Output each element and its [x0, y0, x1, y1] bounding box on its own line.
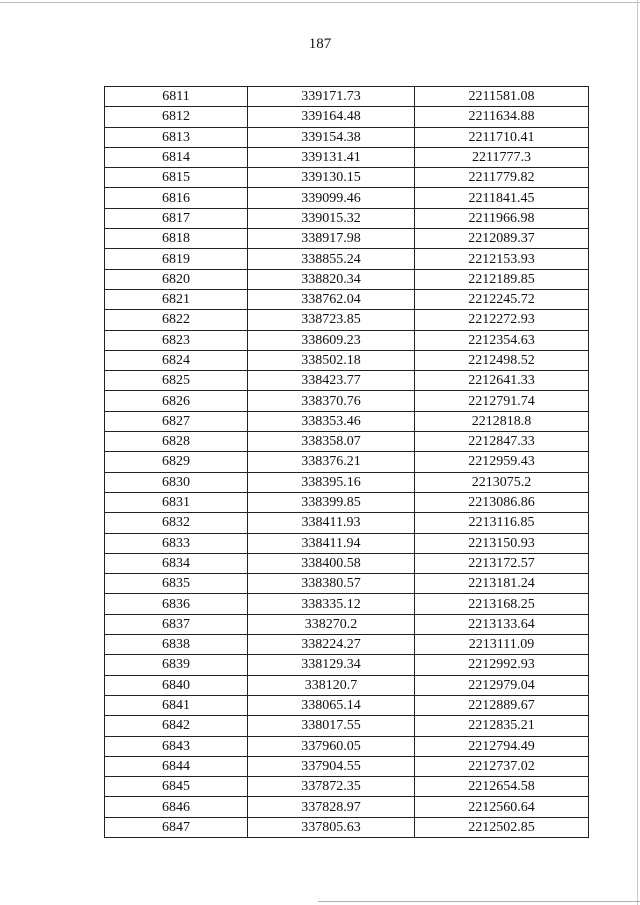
page-edge-bottom: [318, 901, 640, 902]
y-coordinate-cell: 2211779.82: [415, 168, 589, 188]
table-row: [105, 249, 589, 269]
y-coordinate-cell: 2212502.85: [415, 817, 589, 837]
x-coordinate-cell: 338380.57: [248, 574, 415, 594]
x-coordinate-cell: 339099.46: [248, 188, 415, 208]
table-row: [105, 574, 589, 594]
point-number-cell: 6829: [105, 452, 248, 472]
table-row: [105, 675, 589, 695]
x-coordinate-cell: 338399.85: [248, 492, 415, 512]
point-number-cell: 6825: [105, 371, 248, 391]
x-coordinate-cell: 337828.97: [248, 797, 415, 817]
table-row: [105, 147, 589, 167]
table-row: [105, 594, 589, 614]
table-row: [105, 756, 589, 776]
page-edge-top: [0, 2, 640, 3]
point-number-cell: 6826: [105, 391, 248, 411]
y-coordinate-cell: 2212245.72: [415, 289, 589, 309]
y-coordinate-cell: 2213150.93: [415, 533, 589, 553]
coordinates-table-body: [105, 87, 589, 838]
point-number-cell: 6818: [105, 229, 248, 249]
table-row: [105, 716, 589, 736]
y-coordinate-cell: 2211581.08: [415, 87, 589, 107]
table-row: [105, 432, 589, 452]
point-number-cell: 6847: [105, 817, 248, 837]
point-number-cell: 6813: [105, 127, 248, 147]
point-number-cell: 6841: [105, 695, 248, 715]
y-coordinate-cell: 2211966.98: [415, 208, 589, 228]
table-row: [105, 269, 589, 289]
y-coordinate-cell: 2213168.25: [415, 594, 589, 614]
x-coordinate-cell: 338423.77: [248, 371, 415, 391]
table-row: [105, 229, 589, 249]
y-coordinate-cell: 2212153.93: [415, 249, 589, 269]
point-number-cell: 6822: [105, 310, 248, 330]
point-number-cell: 6823: [105, 330, 248, 350]
table-row: [105, 614, 589, 634]
y-coordinate-cell: 2212791.74: [415, 391, 589, 411]
point-number-cell: 6846: [105, 797, 248, 817]
table-row: [105, 513, 589, 533]
table-row: [105, 553, 589, 573]
y-coordinate-cell: 2213181.24: [415, 574, 589, 594]
point-number-cell: 6828: [105, 432, 248, 452]
x-coordinate-cell: 339015.32: [248, 208, 415, 228]
table-row: [105, 817, 589, 837]
table-row: [105, 350, 589, 370]
y-coordinate-cell: 2212189.85: [415, 269, 589, 289]
point-number-cell: 6831: [105, 492, 248, 512]
y-coordinate-cell: 2212560.64: [415, 797, 589, 817]
y-coordinate-cell: 2212959.43: [415, 452, 589, 472]
point-number-cell: 6811: [105, 87, 248, 107]
point-number-cell: 6843: [105, 736, 248, 756]
table-row: [105, 695, 589, 715]
point-number-cell: 6812: [105, 107, 248, 127]
coordinates-table: [104, 86, 589, 838]
x-coordinate-cell: 338065.14: [248, 695, 415, 715]
x-coordinate-cell: 338609.23: [248, 330, 415, 350]
point-number-cell: 6827: [105, 411, 248, 431]
point-number-cell: 6838: [105, 635, 248, 655]
table-row: [105, 635, 589, 655]
point-number-cell: 6832: [105, 513, 248, 533]
y-coordinate-cell: 2212979.04: [415, 675, 589, 695]
y-coordinate-cell: 2212737.02: [415, 756, 589, 776]
table-row: [105, 492, 589, 512]
y-coordinate-cell: 2211777.3: [415, 147, 589, 167]
table-row: [105, 371, 589, 391]
x-coordinate-cell: 338370.76: [248, 391, 415, 411]
point-number-cell: 6830: [105, 472, 248, 492]
table-row: [105, 127, 589, 147]
x-coordinate-cell: 338376.21: [248, 452, 415, 472]
point-number-cell: 6839: [105, 655, 248, 675]
point-number-cell: 6840: [105, 675, 248, 695]
point-number-cell: 6834: [105, 553, 248, 573]
table-row: [105, 777, 589, 797]
y-coordinate-cell: 2211841.45: [415, 188, 589, 208]
y-coordinate-cell: 2212992.93: [415, 655, 589, 675]
point-number-cell: 6836: [105, 594, 248, 614]
y-coordinate-cell: 2213116.85: [415, 513, 589, 533]
table-row: [105, 391, 589, 411]
x-coordinate-cell: 338353.46: [248, 411, 415, 431]
y-coordinate-cell: 2212818.8: [415, 411, 589, 431]
page-edge-right: [637, 0, 638, 905]
x-coordinate-cell: 338335.12: [248, 594, 415, 614]
point-number-cell: 6821: [105, 289, 248, 309]
table-row: [105, 107, 589, 127]
table-row: [105, 87, 589, 107]
point-number-cell: 6833: [105, 533, 248, 553]
y-coordinate-cell: 2211634.88: [415, 107, 589, 127]
y-coordinate-cell: 2213133.64: [415, 614, 589, 634]
table-row: [105, 188, 589, 208]
y-coordinate-cell: 2212794.49: [415, 736, 589, 756]
point-number-cell: 6814: [105, 147, 248, 167]
x-coordinate-cell: 337805.63: [248, 817, 415, 837]
y-coordinate-cell: 2213075.2: [415, 472, 589, 492]
x-coordinate-cell: 338129.34: [248, 655, 415, 675]
x-coordinate-cell: 338224.27: [248, 635, 415, 655]
x-coordinate-cell: 338270.2: [248, 614, 415, 634]
point-number-cell: 6817: [105, 208, 248, 228]
x-coordinate-cell: 337872.35: [248, 777, 415, 797]
point-number-cell: 6815: [105, 168, 248, 188]
x-coordinate-cell: 338411.93: [248, 513, 415, 533]
x-coordinate-cell: 338358.07: [248, 432, 415, 452]
table-row: [105, 168, 589, 188]
page-number: 187: [308, 36, 332, 52]
point-number-cell: 6824: [105, 350, 248, 370]
x-coordinate-cell: 338820.34: [248, 269, 415, 289]
point-number-cell: 6816: [105, 188, 248, 208]
x-coordinate-cell: 338502.18: [248, 350, 415, 370]
table-row: [105, 330, 589, 350]
point-number-cell: 6820: [105, 269, 248, 289]
x-coordinate-cell: 338120.7: [248, 675, 415, 695]
x-coordinate-cell: 337960.05: [248, 736, 415, 756]
y-coordinate-cell: 2212835.21: [415, 716, 589, 736]
x-coordinate-cell: 338400.58: [248, 553, 415, 573]
table-row: [105, 472, 589, 492]
y-coordinate-cell: 2211710.41: [415, 127, 589, 147]
y-coordinate-cell: 2213086.86: [415, 492, 589, 512]
table-row: [105, 797, 589, 817]
point-number-cell: 6835: [105, 574, 248, 594]
table-row: [105, 289, 589, 309]
y-coordinate-cell: 2213172.57: [415, 553, 589, 573]
x-coordinate-cell: 339131.41: [248, 147, 415, 167]
x-coordinate-cell: 338917.98: [248, 229, 415, 249]
table-row: [105, 411, 589, 431]
table-row: [105, 208, 589, 228]
point-number-cell: 6819: [105, 249, 248, 269]
x-coordinate-cell: 338017.55: [248, 716, 415, 736]
y-coordinate-cell: 2212354.63: [415, 330, 589, 350]
x-coordinate-cell: 338723.85: [248, 310, 415, 330]
y-coordinate-cell: 2212847.33: [415, 432, 589, 452]
y-coordinate-cell: 2212089.37: [415, 229, 589, 249]
table-row: [105, 736, 589, 756]
table-row: [105, 452, 589, 472]
y-coordinate-cell: 2212641.33: [415, 371, 589, 391]
x-coordinate-cell: 338395.16: [248, 472, 415, 492]
y-coordinate-cell: 2212654.58: [415, 777, 589, 797]
x-coordinate-cell: 337904.55: [248, 756, 415, 776]
table-row: [105, 310, 589, 330]
table-row: [105, 533, 589, 553]
point-number-cell: 6837: [105, 614, 248, 634]
point-number-cell: 6842: [105, 716, 248, 736]
y-coordinate-cell: 2213111.09: [415, 635, 589, 655]
x-coordinate-cell: 338855.24: [248, 249, 415, 269]
x-coordinate-cell: 339130.15: [248, 168, 415, 188]
x-coordinate-cell: 339171.73: [248, 87, 415, 107]
x-coordinate-cell: 339164.48: [248, 107, 415, 127]
point-number-cell: 6844: [105, 756, 248, 776]
table-row: [105, 655, 589, 675]
x-coordinate-cell: 338762.04: [248, 289, 415, 309]
x-coordinate-cell: 339154.38: [248, 127, 415, 147]
point-number-cell: 6845: [105, 777, 248, 797]
y-coordinate-cell: 2212498.52: [415, 350, 589, 370]
x-coordinate-cell: 338411.94: [248, 533, 415, 553]
y-coordinate-cell: 2212889.67: [415, 695, 589, 715]
y-coordinate-cell: 2212272.93: [415, 310, 589, 330]
